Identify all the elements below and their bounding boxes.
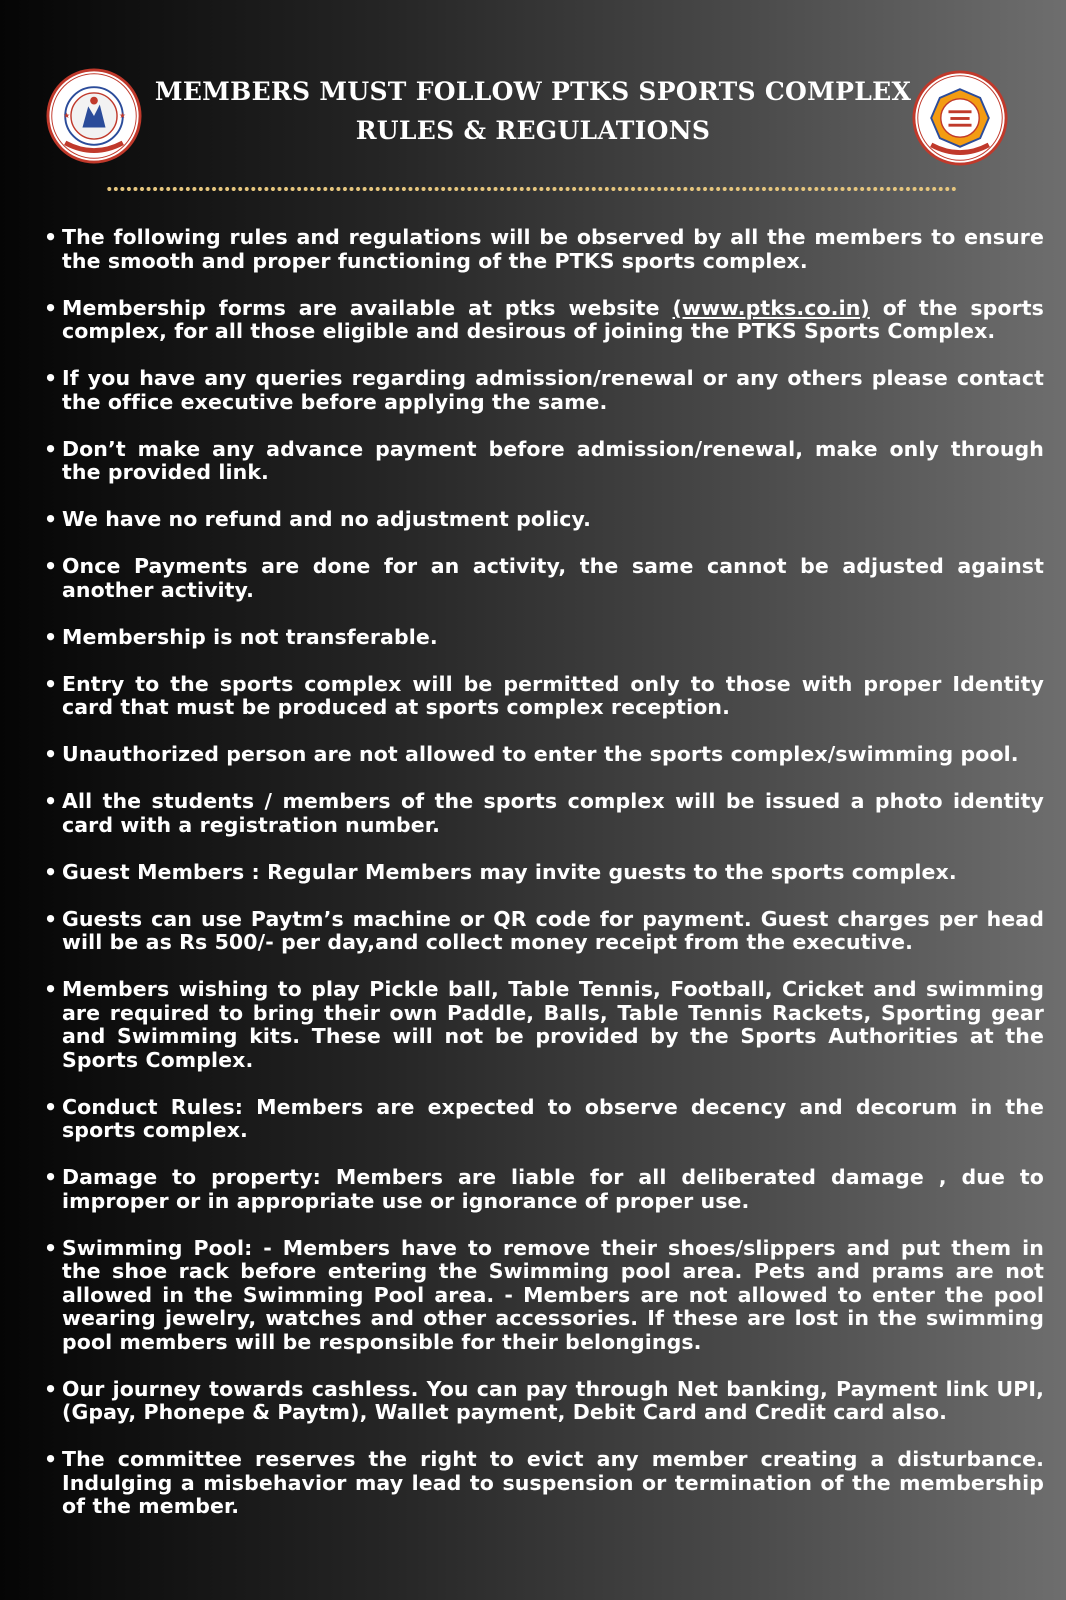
rule-item: • We have no refund and no adjustment policy.	[0, 508, 1066, 532]
page-title	[150, 72, 916, 150]
rule-item: • Conduct Rules: Members are expected to observe decency and decorum in the sports complex.	[0, 1096, 1066, 1143]
rule-item: • If you have any queries regarding admission/renewal or any others please contact the office executive before applying the same.	[0, 367, 1066, 414]
svg-text:★: ★	[118, 110, 126, 120]
rules-list	[0, 226, 1066, 1542]
page-header	[0, 60, 1066, 180]
title-line-2: RULES & REGULATIONS	[355, 116, 711, 145]
rule-item: • Membership is not transferable.	[0, 626, 1066, 650]
rule-item: • Swimming Pool: - Members have to remove their shoes/slippers and put them in the shoe rack before entering the Swimming pool area. Pets and prams are not allowed in the Swimming Pool area. - Members are not allowed to enter the pool wearing jewelry, watches and other accessories. If these are lost in the swimming pool members will be responsible for their belongings.	[0, 1237, 1066, 1355]
rule-item-membership-forms	[0, 297, 1066, 344]
rule-item: • Our journey towards cashless. You can pay through Net banking, Payment link UPI,(Gpay, Phonepe & Paytm), Wallet payment, Debit Card and Credit card also.	[0, 1378, 1066, 1425]
left-emblem-icon	[46, 68, 142, 164]
right-emblem-icon	[912, 70, 1008, 166]
rule-item: • The committee reserves the right to evict any member creating a disturbance. Indulging a misbehavior may lead to suspension or termination of the membership of the member.	[0, 1448, 1066, 1519]
svg-text:★: ★	[63, 110, 71, 120]
rule-text: Membership forms are available at ptks website	[62, 295, 673, 320]
rule-item: • The following rules and regulations will be observed by all the members to ensure the smooth and proper functioning of the PTKS sports complex.	[0, 226, 1066, 273]
rule-item: • Members wishing to play Pickle ball, Table Tennis, Football, Cricket and swimming are required to bring their own Paddle, Balls, Table Tennis Rackets, Sporting gear and Swimming kits. These will not be provided by the Sports Authorities at the Sports Complex.	[0, 978, 1066, 1072]
rule-item: • Once Payments are done for an activity, the same cannot be adjusted against another activity.	[0, 555, 1066, 602]
ptks-website-link[interactable]: (www.ptks.co.in)	[672, 295, 870, 320]
rule-text: of the sports complex, for all those eligible and desirous of joining the PTKS Sports Complex.	[62, 295, 1044, 343]
rule-item: • Don’t make any advance payment before admission/renewal, make only through the provided link.	[0, 438, 1066, 485]
rule-item: • All the students / members of the sports complex will be issued a photo identity card with a registration number.	[0, 790, 1066, 837]
rule-item: • Guests can use Paytm’s machine or QR code for payment. Guest charges per head will be as Rs 500/- per day,and collect money receipt from the executive.	[0, 908, 1066, 955]
rule-item: • Guest Members : Regular Members may invite guests to the sports complex.	[0, 861, 1066, 885]
title-line-1: MEMBERS MUST FOLLOW PTKS SPORTS COMPLEX	[154, 77, 912, 106]
rule-item: • Damage to property: Members are liable for all deliberated damage , due to improper or in appropriate use or ignorance of proper use.	[0, 1166, 1066, 1213]
rule-item: • Unauthorized person are not allowed to enter the sports complex/swimming pool.	[0, 743, 1066, 767]
rule-item: • Entry to the sports complex will be permitted only to those with proper Identity card that must be produced at sports complex reception.	[0, 673, 1066, 720]
dotted-divider	[106, 186, 958, 192]
